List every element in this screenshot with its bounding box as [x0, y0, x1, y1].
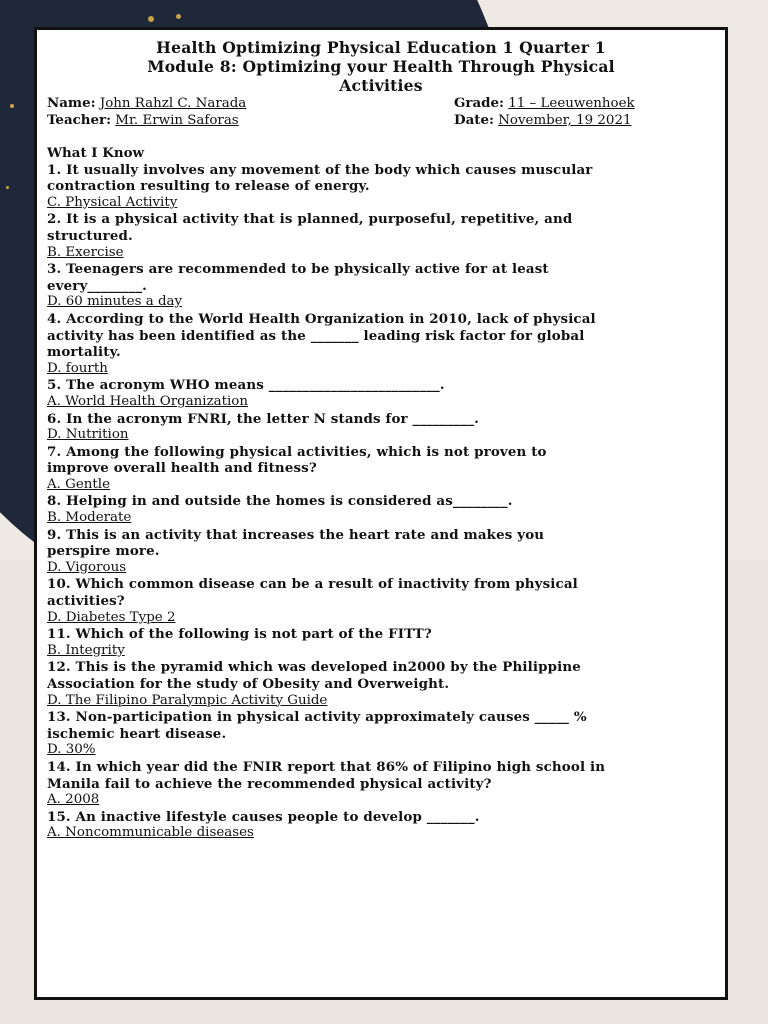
gold-dot: [176, 14, 181, 19]
title-line: Module 8: Optimizing your Health Through Physical: [147, 57, 615, 76]
question-text: 9. This is an activity that increases the heart rate and makes you: [47, 526, 545, 543]
answer-text: D. The Filipino Paralympic Activity Guide: [47, 692, 328, 708]
question-text: contraction resulting to release of energy.: [47, 178, 370, 195]
question-text: improve overall health and fitness?: [47, 460, 317, 477]
answer-text: A. World Health Organization: [47, 393, 248, 409]
question-item: [47, 162, 715, 212]
teacher-label: Teacher:: [47, 112, 112, 128]
answer-text: A. Noncommunicable diseases: [47, 825, 254, 841]
answer-text: C. Physical Activity: [47, 194, 178, 210]
question-item: [47, 626, 715, 659]
question-item: [47, 527, 715, 577]
question-item: [47, 377, 715, 410]
question-text: 5. The acronym WHO means _________________________.: [47, 377, 445, 394]
teacher-value: Mr. Erwin Saforas: [115, 113, 239, 128]
question-text: structured.: [47, 227, 133, 244]
question-text: 11. Which of the following is not part of the FITT?: [47, 626, 432, 643]
question-text: mortality.: [47, 344, 121, 361]
answer-text: A. 2008: [47, 792, 100, 808]
section-title: What I Know: [47, 145, 145, 161]
answer-text: D. Nutrition: [47, 427, 129, 443]
question-item: [47, 709, 715, 759]
question-text: 8. Helping in and outside the homes is considered as________.: [47, 493, 513, 510]
question-item: [47, 809, 715, 842]
question-text: 13. Non-participation in physical activity approximately causes _____ %: [47, 709, 587, 726]
gold-dot: [148, 16, 154, 22]
question-text: 15. An inactive lifestyle causes people to develop _______.: [47, 808, 480, 825]
question-item: [47, 311, 715, 377]
question-text: 4. According to the World Health Organization in 2010, lack of physical: [47, 310, 596, 327]
gold-dot: [6, 186, 9, 189]
answer-text: D. Diabetes Type 2: [47, 609, 176, 625]
worksheet-title: [47, 38, 715, 95]
question-text: 3. Teenagers are recommended to be physically active for at least: [47, 261, 549, 278]
question-text: 2. It is a physical activity that is planned, purposeful, repetitive, and: [47, 211, 573, 228]
question-item: [47, 493, 715, 526]
question-item: [47, 759, 715, 809]
question-text: 6. In the acronym FNRI, the letter N stands for _________.: [47, 410, 479, 427]
question-text: perspire more.: [47, 543, 160, 560]
answer-text: B. Integrity: [47, 642, 125, 658]
gold-dot: [10, 104, 14, 108]
answer-text: B. Exercise: [47, 244, 124, 260]
question-item: [47, 411, 715, 444]
question-item: [47, 211, 715, 261]
question-text: Association for the study of Obesity and Overweight.: [47, 676, 450, 692]
date-label: Date:: [454, 112, 494, 128]
question-item: [47, 659, 715, 709]
info-row-2: [47, 112, 715, 129]
info-row-1: [47, 95, 715, 112]
name-value: John Rahzl C. Narada: [99, 96, 247, 111]
question-item: [47, 444, 715, 494]
question-text: 7. Among the following physical activities, which is not proven to: [47, 443, 547, 460]
question-list: [47, 162, 715, 842]
question-text: 10. Which common disease can be a result of inactivity from physical: [47, 576, 578, 593]
title-line: Activities: [339, 76, 423, 95]
question-text: every________.: [47, 277, 147, 294]
answer-text: D. 60 minutes a day: [47, 294, 183, 310]
question-text: 12. This is the pyramid which was developed in2000 by the Philippine: [47, 659, 581, 676]
answer-text: D. Vigorous: [47, 559, 127, 575]
question-text: activity has been identified as the _______ leading risk factor for global: [47, 327, 585, 344]
question-text: ischemic heart disease.: [47, 725, 227, 742]
question-text: 14. In which year did the FNIR report that 86% of Filipino high school in: [47, 758, 606, 775]
question-item: [47, 261, 715, 311]
answer-text: A. Gentle: [47, 476, 111, 492]
grade-label: Grade:: [454, 95, 504, 111]
grade-value: 11 – Leeuwenhoek: [508, 96, 635, 111]
question-text: Manila fail to achieve the recommended physical activity?: [47, 775, 492, 792]
title-line: Health Optimizing Physical Education 1 Quarter 1: [156, 38, 606, 57]
answer-text: D. fourth: [47, 360, 108, 376]
answer-text: D. 30%: [47, 742, 96, 758]
question-text: 1. It usually involves any movement of the body which causes muscular: [47, 161, 593, 178]
question-text: activities?: [47, 593, 125, 610]
worksheet-paper: [34, 27, 728, 1000]
answer-text: B. Moderate: [47, 510, 132, 526]
name-label: Name:: [47, 95, 96, 111]
date-value: November, 19 2021: [498, 113, 632, 128]
question-item: [47, 576, 715, 626]
